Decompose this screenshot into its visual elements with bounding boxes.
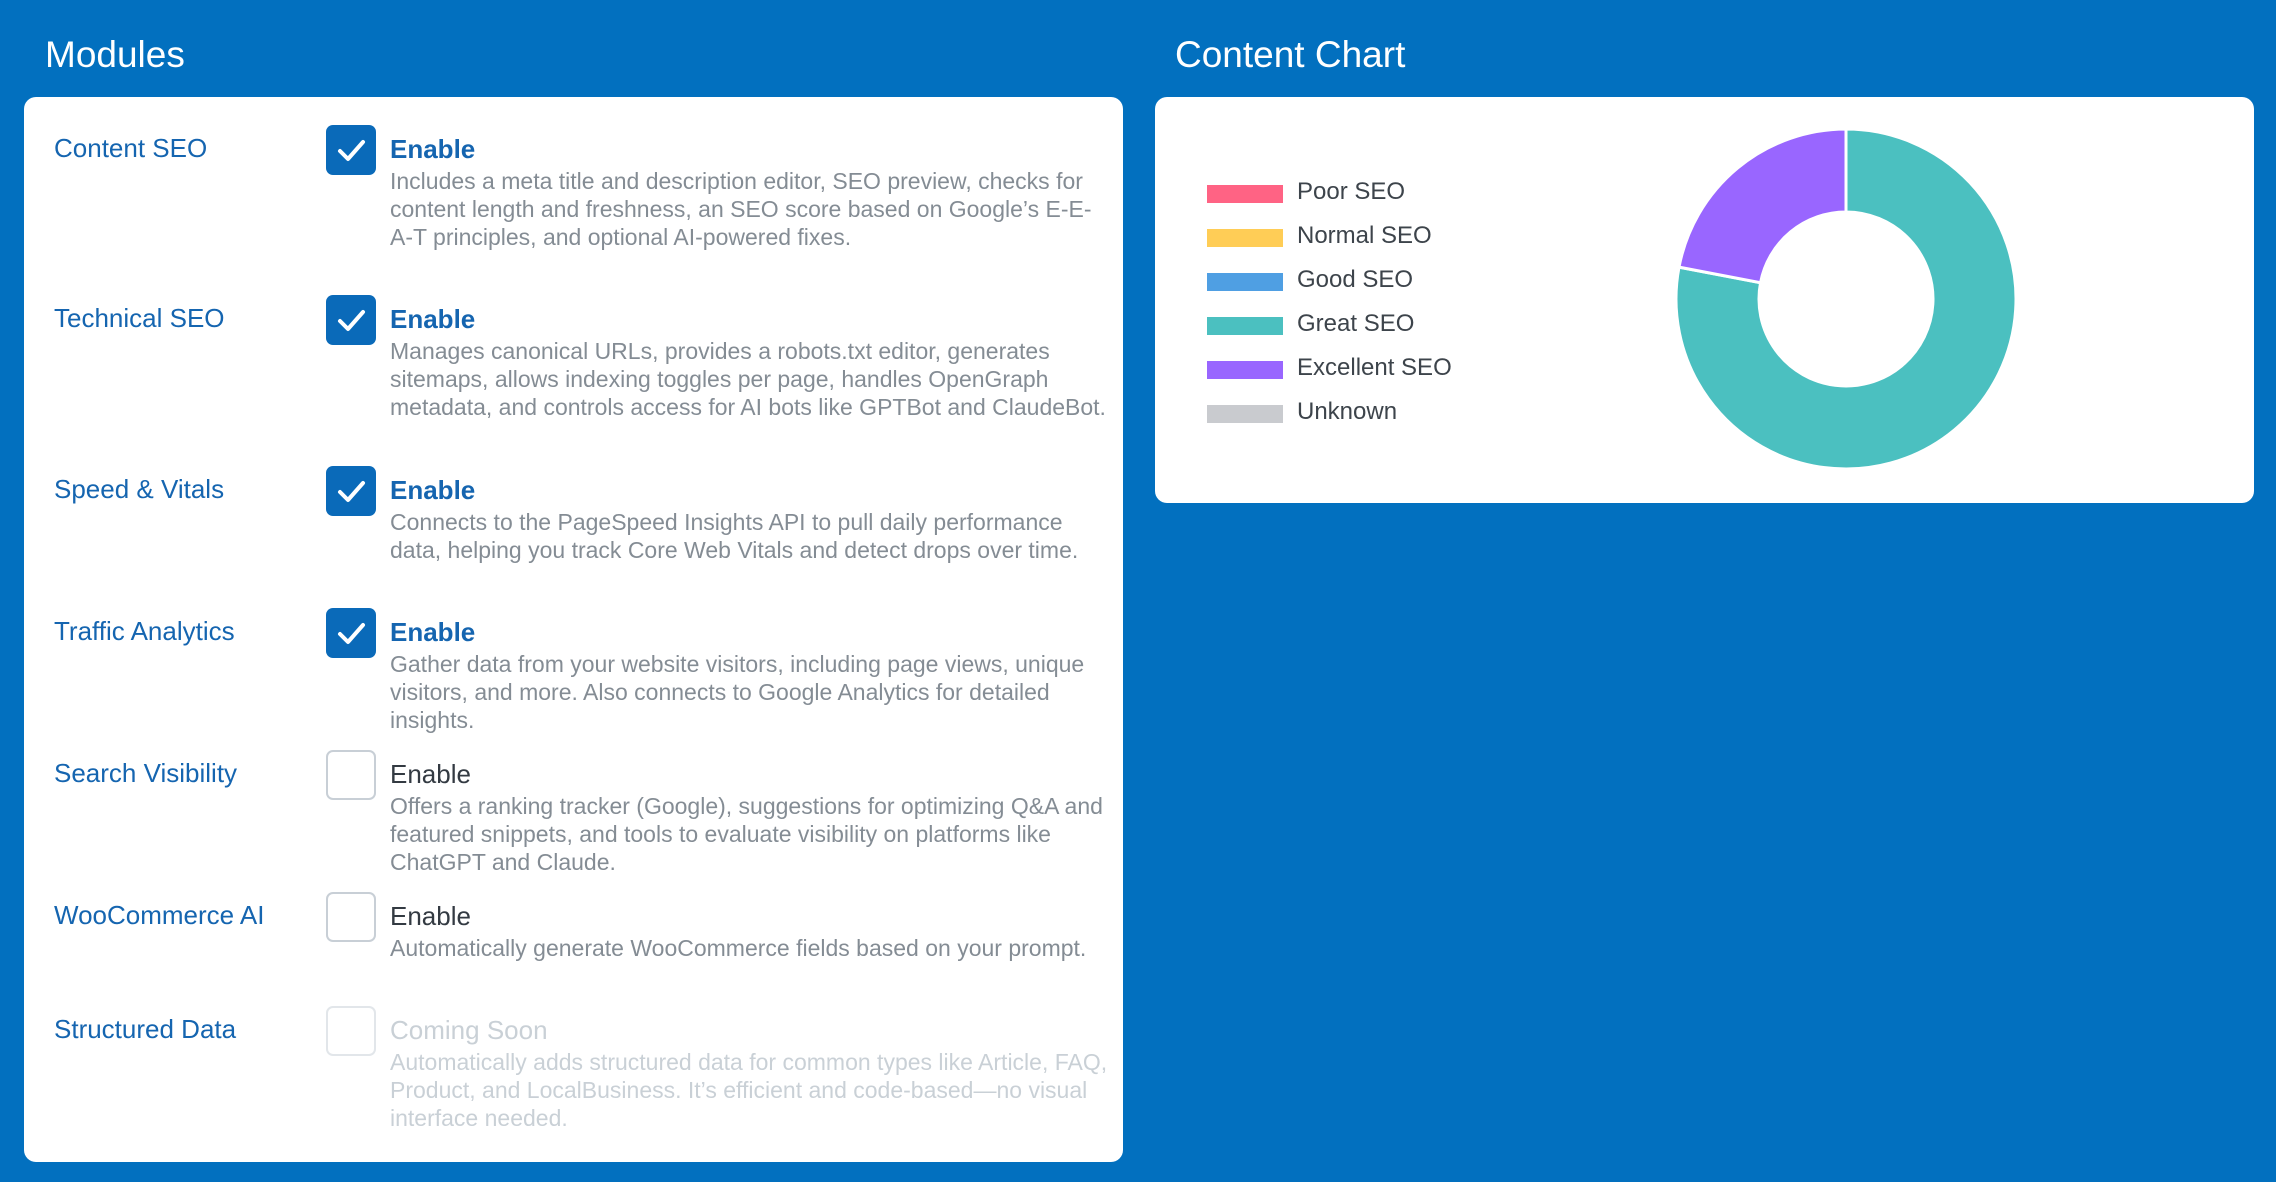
module-name: Structured Data (54, 1014, 237, 1044)
module-description: Gather data from your website visitors, including page views, unique visitors, and more. Also connects to Google Analytics for detailed insights. (390, 651, 1085, 733)
module-name: Search Visibility (54, 758, 238, 788)
enable-label[interactable]: Enable (390, 901, 471, 931)
checkmark-icon (326, 608, 376, 658)
donut-chart (1155, 97, 2254, 503)
checkmark-icon (326, 466, 376, 516)
legend-label: Unknown (1297, 398, 1398, 425)
enable-label[interactable]: Enable (390, 134, 476, 164)
module-name: Technical SEO (54, 303, 225, 333)
enable-label[interactable]: Enable (390, 617, 476, 647)
donut-slice-excellent-seo[interactable] (1679, 129, 1846, 283)
module-name: Speed & Vitals (54, 474, 225, 504)
module-name: Content SEO (54, 133, 208, 163)
enable-label[interactable]: Enable (390, 304, 476, 334)
enable-checkbox[interactable] (326, 892, 376, 942)
module-description: Automatically generate WooCommerce fields based on your prompt. (390, 935, 1087, 961)
module-description: Automatically adds structured data for common types like Article, FAQ, Product, and LocalBusiness. It’s efficient and code-based—no visual interface needed. (390, 1049, 1108, 1131)
module-description: Offers a ranking tracker (Google), suggestions for optimizing Q&A and featured snippets, and tools to evaluate visibility on platforms like ChatGPT and Claude. (390, 793, 1103, 875)
enable-checkbox[interactable] (326, 466, 376, 516)
module-name: Traffic Analytics (54, 616, 235, 646)
content-chart-card (1155, 97, 2254, 503)
module-name: WooCommerce AI (54, 900, 265, 930)
module-description: Manages canonical URLs, provides a robots.txt editor, generates sitemaps, allows indexing toggles per page, handles OpenGraph metadata, and controls access for AI bots like GPTBot and ClaudeBot. (390, 338, 1106, 420)
enable-label[interactable]: Enable (390, 475, 476, 505)
checkmark-icon (326, 125, 376, 175)
legend-label: Excellent SEO (1297, 354, 1452, 381)
legend-label: Good SEO (1297, 266, 1414, 293)
content-chart-title: Content Chart (1175, 34, 1406, 75)
checkmark-icon (326, 295, 376, 345)
module-description: Connects to the PageSpeed Insights API to pull daily performance data, helping you track Core Web Vitals and detect drops over time. (390, 509, 1079, 563)
enable-checkbox-disabled (326, 1006, 376, 1056)
enable-checkbox[interactable] (326, 295, 376, 345)
enable-checkbox[interactable] (326, 750, 376, 800)
modules-card (24, 97, 1123, 1162)
legend-label: Great SEO (1297, 310, 1415, 337)
modules-title: Modules (45, 34, 185, 75)
module-description: Includes a meta title and description editor, SEO preview, checks for content length and freshness, an SEO score based on Google’s E-E-A-T principles, and optional AI-powered fixes. (390, 168, 1092, 250)
legend-label: Normal SEO (1297, 222, 1432, 249)
legend-label: Poor SEO (1297, 178, 1406, 205)
enable-checkbox[interactable] (326, 125, 376, 175)
coming-soon-label: Coming Soon (390, 1015, 548, 1045)
enable-checkbox[interactable] (326, 608, 376, 658)
enable-label[interactable]: Enable (390, 759, 471, 789)
